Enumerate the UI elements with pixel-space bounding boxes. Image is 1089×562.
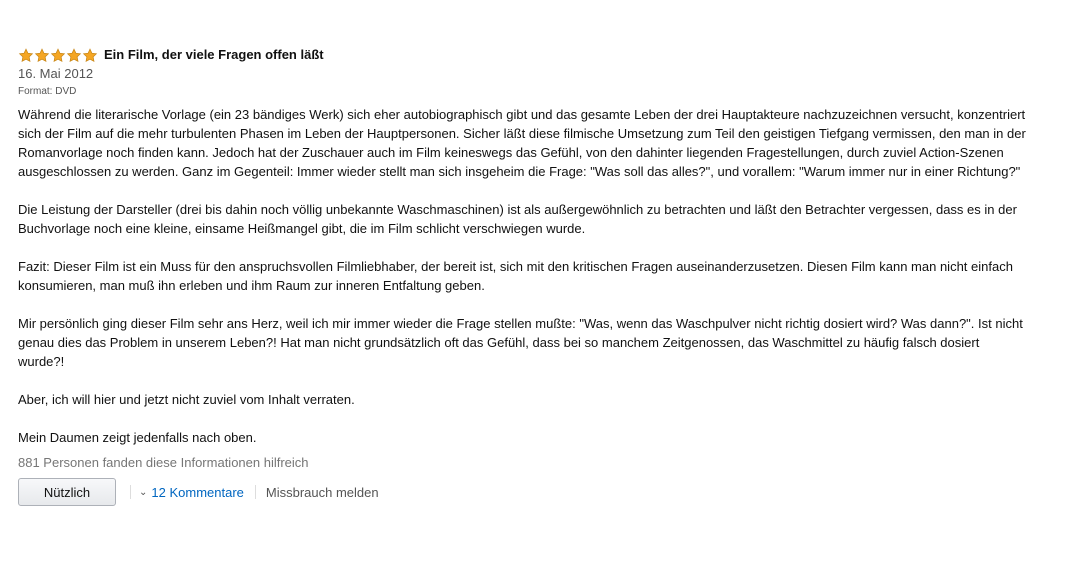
divider — [255, 485, 256, 499]
helpful-button[interactable]: Nützlich — [18, 478, 116, 506]
star-icon — [18, 48, 34, 63]
star-icon — [66, 48, 82, 63]
helpful-count: 881 Personen fanden diese Informationen hilfreich — [18, 455, 309, 470]
divider — [130, 485, 131, 499]
star-rating — [18, 48, 98, 63]
comments-link[interactable] — [139, 485, 244, 500]
review-paragraph: Die Leistung der Darsteller (drei bis dahin noch völlig unbekannte Waschmaschinen) ist als außergewöhnlich zu betrachten und läßt den Betrachter vergessen, dass es in der Buchvorlage noch eine kleine, einsame Heißmangel gibt, die im Film schlicht verschwiegen wurde. — [18, 202, 1017, 236]
comments-label: 12 Kommentare — [151, 484, 244, 500]
review-date: 16. Mai 2012 — [18, 66, 94, 81]
review-paragraph: Fazit: Dieser Film ist ein Muss für den anspruchsvollen Filmliebhaber, der bereit ist, sich mit den kritischen Fragen auseinanderzusetzen. Diesen Film kann man nicht einfach konsumieren, man muß ihn erleben und ihm Raum zur inneren Entfaltung geben. — [18, 259, 1013, 293]
review-paragraph: Aber, ich will hier und jetzt nicht zuviel vom Inhalt verraten. — [18, 392, 355, 407]
star-icon — [50, 48, 66, 63]
report-abuse-link[interactable]: Missbrauch melden — [265, 484, 379, 500]
review-actions — [18, 477, 1028, 507]
review-format: Format: DVD — [18, 86, 77, 97]
review-title[interactable]: Ein Film, der viele Fragen offen läßt — [104, 47, 324, 62]
star-icon — [82, 48, 98, 63]
review-body — [18, 105, 1028, 447]
star-icon — [34, 48, 50, 63]
review-header — [18, 45, 1028, 65]
review — [18, 45, 1028, 507]
review-paragraph: Mein Daumen zeigt jedenfalls nach oben. — [18, 430, 257, 445]
chevron-down-icon: ⌄ — [139, 486, 148, 498]
review-paragraph: Mir persönlich ging dieser Film sehr ans Herz, weil ich mir immer wieder die Frage stellen mußte: "Was, wenn das Waschpulver nicht richtig dosiert wird? Was dann?". Ist nicht genau dies das Problem in unserem Leben?! Hat man nicht grundsätzlich oft das Gefühl, dass bei so manchem Zeitgenossen, das Waschmittel zu häufig falsch dosiert wurde?! — [18, 316, 1023, 369]
review-paragraph: Während die literarische Vorlage (ein 23 bändiges Werk) sich eher autobiographisch gibt und das gesamte Leben der drei Hauptakteure nachzuzeichnen versucht, konzentriert sich der Film auf die mehr turbulenten Phasen im Leben der Hauptpersonen. Sicher läßt diese filmische Umsetzung zum Teil den geistigen Tiefgang vermissen, den man in der Romanvorlage noch finden kann. Jedoch hat der Zuschauer auch im Film keineswegs das Gefühl, von den dahinter liegenden Fragestellungen, durch zuviel Action-Szenen ausgeschlossen zu werden. Ganz im Gegenteil: Immer wieder stellt man sich insgeheim die Frage: "Was soll das alles?", und vorallem: "Warum immer nur in einer Richtung?" — [18, 107, 1026, 179]
